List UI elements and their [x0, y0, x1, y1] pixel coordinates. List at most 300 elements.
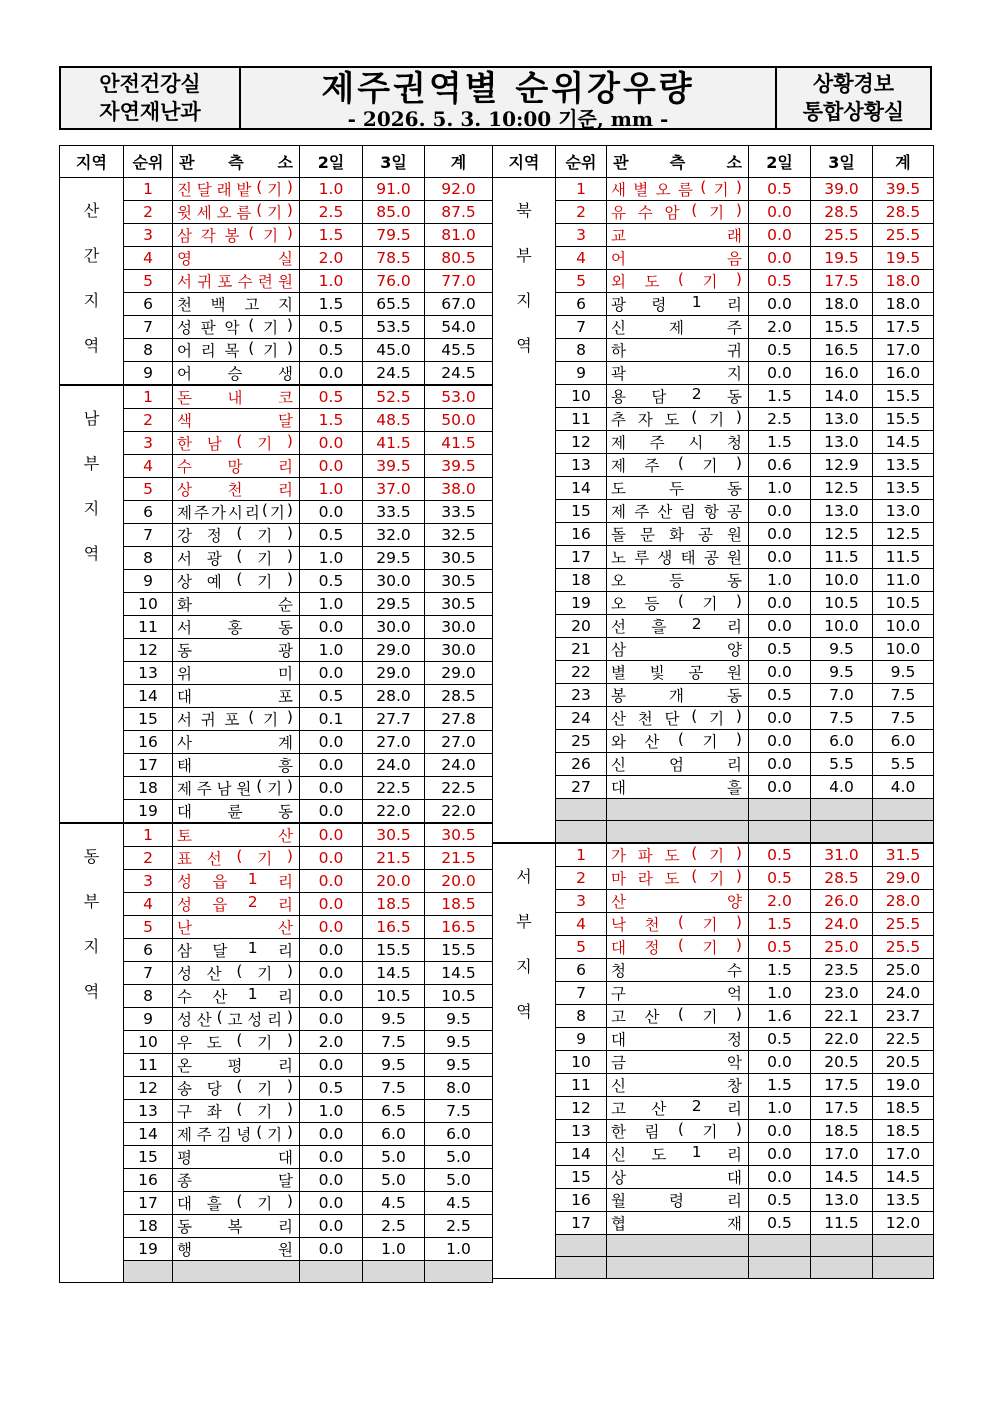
rank-cell: 26 [556, 753, 607, 776]
table-row [60, 708, 493, 731]
station-name-cell [607, 316, 749, 339]
station-name-text: 위 미 [177, 665, 293, 683]
station-name-text: 천 백 고 지 [177, 296, 293, 314]
rank-cell: 14 [124, 1123, 173, 1146]
col-day3: 3일 [811, 146, 873, 178]
day3-rainfall-cell: 26.0 [811, 889, 873, 912]
table-row [60, 547, 493, 570]
day2-rainfall-cell: 0.0 [300, 362, 363, 386]
station-name-cell [173, 731, 300, 754]
rank-cell: 7 [124, 524, 173, 547]
total-rainfall-cell: 21.5 [425, 847, 493, 870]
region-label-char: 역 [516, 336, 532, 355]
day2-rainfall-cell: 0.5 [749, 866, 811, 889]
rank-cell: 14 [556, 1142, 607, 1165]
station-name-cell [173, 501, 300, 524]
total-rainfall-cell: 9.5 [425, 1054, 493, 1077]
station-name-text: 우 도 ( 기 ) [177, 1031, 293, 1052]
total-rainfall-cell: 4.5 [425, 1192, 493, 1215]
rank-cell: 13 [124, 1100, 173, 1123]
total-rainfall-cell: 77.0 [425, 270, 493, 293]
day3-rainfall-cell: 27.7 [363, 708, 425, 731]
station-name-text: 강 정 ( 기 ) [177, 524, 293, 545]
station-name-cell [607, 569, 749, 592]
total-rainfall-cell: 7.5 [873, 707, 934, 730]
station-name-cell [173, 1238, 300, 1261]
table-row [493, 776, 934, 799]
day2-rainfall-cell: 1.0 [749, 569, 811, 592]
day2-rainfall-cell: 0.5 [300, 1077, 363, 1100]
station-name-cell [607, 339, 749, 362]
day2-rainfall-cell: 0.0 [300, 616, 363, 639]
rank-cell: 6 [556, 293, 607, 316]
table-row [60, 1123, 493, 1146]
day2-rainfall-cell: 2.0 [749, 889, 811, 912]
station-name-text: 한 림 ( 기 ) [611, 1119, 742, 1141]
station-name-text: 산 천 단 ( 기 ) [611, 707, 742, 728]
table-row [60, 1169, 493, 1192]
station-name-text: 낙 천 ( 기 ) [611, 912, 742, 934]
day2-rainfall-cell: 0.0 [749, 707, 811, 730]
rank-cell: 21 [556, 638, 607, 661]
total-rainfall-cell: 18.5 [873, 1119, 934, 1142]
total-rainfall-cell: 25.5 [873, 224, 934, 247]
total-rainfall-cell: 22.5 [873, 1027, 934, 1050]
total-rainfall-cell: 20.5 [873, 1050, 934, 1073]
col-region: 지역 [60, 146, 124, 178]
blank-cell [873, 1234, 934, 1256]
col-region: 지역 [493, 146, 556, 178]
total-rainfall-cell: 13.5 [873, 454, 934, 477]
table-row [493, 912, 934, 935]
day2-rainfall-cell: 1.0 [749, 981, 811, 1004]
total-rainfall-cell: 39.5 [425, 455, 493, 478]
day3-rainfall-cell: 45.0 [363, 339, 425, 362]
day2-rainfall-cell: 0.0 [749, 523, 811, 546]
blank-cell [363, 1261, 425, 1283]
table-row [60, 570, 493, 593]
table-row [493, 339, 934, 362]
total-rainfall-cell: 31.5 [873, 843, 934, 867]
blank-cell [173, 1261, 300, 1283]
day2-rainfall-cell: 1.5 [749, 431, 811, 454]
table-row [493, 615, 934, 638]
table-row [493, 958, 934, 981]
table-row [493, 1188, 934, 1211]
table-row [493, 500, 934, 523]
table-row [493, 201, 934, 224]
day2-rainfall-cell: 0.6 [749, 454, 811, 477]
rank-cell: 5 [556, 935, 607, 958]
rank-cell: 19 [556, 592, 607, 615]
station-name-text: 곽 지 [611, 365, 742, 383]
station-name-cell [607, 1073, 749, 1096]
rank-cell: 9 [124, 362, 173, 386]
day3-rainfall-cell: 16.0 [811, 362, 873, 385]
day2-rainfall-cell: 0.0 [300, 800, 363, 824]
day3-rainfall-cell: 24.5 [363, 362, 425, 386]
station-name-text: 돌 문 화 공 원 [611, 526, 742, 544]
station-name-cell [173, 662, 300, 685]
table-row [493, 730, 934, 753]
day2-rainfall-cell: 0.0 [749, 201, 811, 224]
table-row [493, 981, 934, 1004]
total-rainfall-cell: 16.5 [425, 916, 493, 939]
rank-cell: 2 [556, 866, 607, 889]
table-row [493, 707, 934, 730]
station-name-text: 성 산 ( 기 ) [177, 962, 293, 983]
day3-rainfall-cell: 29.0 [363, 639, 425, 662]
table-row [493, 1027, 934, 1050]
blank-cell [556, 799, 607, 821]
table-row [493, 293, 934, 316]
table-row [60, 777, 493, 800]
day2-rainfall-cell: 0.5 [749, 270, 811, 293]
day2-rainfall-cell: 0.5 [300, 316, 363, 339]
station-name-cell [173, 455, 300, 478]
station-name-text: 사 계 [177, 734, 293, 752]
station-name-text: 도 두 동 [611, 480, 742, 498]
station-name-text: 어 리 목 ( 기 ) [177, 339, 293, 360]
station-name-text: 제 주 ( 기 ) [611, 454, 742, 475]
blank-row [493, 799, 934, 821]
col-day2: 2일 [749, 146, 811, 178]
rank-cell: 8 [556, 1004, 607, 1027]
table-row [60, 754, 493, 777]
station-name-text: 구 억 [611, 984, 742, 1003]
day2-rainfall-cell: 0.5 [749, 638, 811, 661]
day2-rainfall-cell: 1.0 [300, 178, 363, 201]
day3-rainfall-cell: 20.0 [363, 870, 425, 893]
blank-cell [556, 821, 607, 843]
rank-cell: 16 [556, 1188, 607, 1211]
station-name-cell [173, 916, 300, 939]
page-subtitle: - 2026. 5. 3. 10:00 기준, mm - [347, 107, 669, 131]
total-rainfall-cell: 33.5 [425, 501, 493, 524]
station-name-cell [607, 477, 749, 500]
station-name-cell [607, 615, 749, 638]
station-name-cell [173, 547, 300, 570]
table-row [60, 847, 493, 870]
table-row [60, 985, 493, 1008]
day3-rainfall-cell: 13.0 [811, 431, 873, 454]
station-name-cell [607, 270, 749, 293]
day2-rainfall-cell: 0.0 [749, 1119, 811, 1142]
rank-cell: 20 [556, 615, 607, 638]
table-row [60, 1008, 493, 1031]
station-name-text: 대 정 [611, 1030, 742, 1049]
table-row [493, 247, 934, 270]
day2-rainfall-cell: 2.0 [300, 247, 363, 270]
station-name-text: 화 순 [177, 596, 293, 614]
rank-cell: 7 [124, 962, 173, 985]
col-rank: 순위 [556, 146, 607, 178]
issuer-line1: 안전건강실 [99, 72, 201, 96]
station-name-text: 고 산 ( 기 ) [611, 1004, 742, 1026]
station-name-text: 한 남 ( 기 ) [177, 432, 293, 453]
rank-cell: 3 [124, 432, 173, 455]
day3-rainfall-cell: 9.5 [363, 1054, 425, 1077]
table-row [493, 1142, 934, 1165]
day3-rainfall-cell: 9.5 [363, 1008, 425, 1031]
table-row [493, 843, 934, 867]
station-name-cell [173, 800, 300, 824]
station-name-cell [607, 385, 749, 408]
station-name-text: 어 승 생 [177, 365, 293, 383]
day2-rainfall-cell: 0.0 [300, 1192, 363, 1215]
col-day2: 2일 [300, 146, 363, 178]
total-rainfall-cell: 5.0 [425, 1146, 493, 1169]
station-name-text: 제 주 김 녕 ( 기 ) [177, 1123, 293, 1144]
day3-rainfall-cell: 7.5 [363, 1077, 425, 1100]
station-name-cell [607, 431, 749, 454]
blank-cell [811, 821, 873, 843]
rank-cell: 16 [124, 731, 173, 754]
station-name-cell [607, 1165, 749, 1188]
total-rainfall-cell: 25.0 [873, 958, 934, 981]
station-name-cell [607, 201, 749, 224]
total-rainfall-cell: 28.5 [873, 201, 934, 224]
day3-rainfall-cell: 25.5 [811, 224, 873, 247]
day2-rainfall-cell: 0.0 [300, 985, 363, 1008]
region-label-char: 역 [83, 544, 100, 563]
day3-rainfall-cell: 37.0 [363, 478, 425, 501]
station-name-text: 대 륜 동 [177, 803, 293, 821]
station-name-text: 수 망 리 [177, 458, 293, 476]
station-name-text: 행 원 [177, 1241, 293, 1259]
total-rainfall-cell: 50.0 [425, 409, 493, 432]
day2-rainfall-cell: 0.0 [300, 939, 363, 962]
blank-cell [873, 1257, 934, 1279]
station-name-cell [173, 1077, 300, 1100]
day3-rainfall-cell: 6.5 [363, 1100, 425, 1123]
total-rainfall-cell: 15.5 [873, 408, 934, 431]
region-label [60, 386, 123, 576]
station-name-cell [173, 1169, 300, 1192]
station-name-text: 협 재 [611, 1214, 742, 1233]
station-name-cell [173, 847, 300, 870]
day3-rainfall-cell: 10.5 [363, 985, 425, 1008]
table-row [60, 316, 493, 339]
table-row [60, 1146, 493, 1169]
table-row [60, 1192, 493, 1215]
station-name-cell [607, 776, 749, 799]
rank-cell: 12 [556, 1096, 607, 1119]
blank-cell [811, 1234, 873, 1256]
total-rainfall-cell: 29.0 [425, 662, 493, 685]
station-name-cell [607, 408, 749, 431]
total-rainfall-cell: 20.0 [425, 870, 493, 893]
day2-rainfall-cell: 0.0 [749, 224, 811, 247]
total-rainfall-cell: 13.5 [873, 1188, 934, 1211]
total-rainfall-cell: 24.5 [425, 362, 493, 386]
day3-rainfall-cell: 13.0 [811, 1188, 873, 1211]
station-name-cell [173, 616, 300, 639]
day2-rainfall-cell: 0.0 [300, 777, 363, 800]
day2-rainfall-cell: 1.5 [749, 958, 811, 981]
day2-rainfall-cell: 0.5 [300, 385, 363, 409]
day3-rainfall-cell: 65.5 [363, 293, 425, 316]
region-label-cell [60, 385, 124, 823]
day3-rainfall-cell: 28.0 [363, 685, 425, 708]
region-label-char: 지 [83, 499, 100, 518]
day2-rainfall-cell: 0.0 [300, 916, 363, 939]
total-rainfall-cell: 6.0 [425, 1123, 493, 1146]
station-name-cell [173, 962, 300, 985]
total-rainfall-cell: 5.0 [425, 1169, 493, 1192]
rank-cell: 7 [556, 316, 607, 339]
day2-rainfall-cell: 0.0 [300, 962, 363, 985]
rank-cell: 2 [124, 409, 173, 432]
total-rainfall-cell: 24.0 [873, 981, 934, 1004]
blank-row [493, 1257, 934, 1279]
table-row [493, 661, 934, 684]
rank-cell: 9 [556, 1027, 607, 1050]
day3-rainfall-cell: 21.5 [363, 847, 425, 870]
day3-rainfall-cell: 4.5 [363, 1192, 425, 1215]
total-rainfall-cell: 5.5 [873, 753, 934, 776]
station-name-cell [607, 889, 749, 912]
region-label-char: 남 [83, 409, 100, 428]
station-name-cell [607, 293, 749, 316]
col-total: 계 [873, 146, 934, 178]
station-name-cell [173, 870, 300, 893]
day3-rainfall-cell: 32.0 [363, 524, 425, 547]
station-name-text: 신 도 1 리 [611, 1142, 742, 1164]
right-rainfall-table [492, 145, 934, 1279]
rank-cell: 18 [124, 1215, 173, 1238]
day2-rainfall-cell: 0.0 [300, 455, 363, 478]
rank-cell: 7 [556, 981, 607, 1004]
table-row [493, 866, 934, 889]
rank-cell: 3 [556, 889, 607, 912]
rank-cell: 5 [556, 270, 607, 293]
blank-row [60, 1261, 493, 1283]
rank-cell: 3 [124, 870, 173, 893]
station-name-text: 노 루 생 태 공 원 [611, 549, 742, 567]
day2-rainfall-cell: 0.1 [300, 708, 363, 731]
table-row [493, 316, 934, 339]
station-name-cell [173, 777, 300, 800]
rank-cell: 6 [124, 939, 173, 962]
day3-rainfall-cell: 13.0 [811, 500, 873, 523]
region-label-char: 간 [83, 246, 100, 265]
day2-rainfall-cell: 0.5 [749, 1211, 811, 1234]
rank-cell: 9 [556, 362, 607, 385]
day2-rainfall-cell: 0.0 [300, 1054, 363, 1077]
blank-cell [607, 1257, 749, 1279]
station-name-text: 금 악 [611, 1053, 742, 1072]
total-rainfall-cell: 45.5 [425, 339, 493, 362]
station-name-cell [607, 866, 749, 889]
blank-cell [556, 1234, 607, 1256]
page-title: 제주권역별 순위강우량 [321, 69, 695, 109]
station-name-cell [173, 939, 300, 962]
table-row [60, 362, 493, 386]
total-rainfall-cell: 24.0 [425, 754, 493, 777]
day2-rainfall-cell: 1.0 [300, 547, 363, 570]
station-name-cell [607, 707, 749, 730]
total-rainfall-cell: 2.5 [425, 1215, 493, 1238]
day2-rainfall-cell: 0.0 [749, 615, 811, 638]
region-label-char: 지 [83, 291, 100, 310]
rank-cell: 5 [124, 478, 173, 501]
day3-rainfall-cell: 18.5 [363, 893, 425, 916]
day3-rainfall-cell: 16.5 [363, 916, 425, 939]
rank-cell: 15 [124, 708, 173, 731]
rank-cell: 23 [556, 684, 607, 707]
table-row [60, 409, 493, 432]
blank-cell [811, 799, 873, 821]
total-rainfall-cell: 7.5 [425, 1100, 493, 1123]
day3-rainfall-cell: 10.5 [811, 592, 873, 615]
total-rainfall-cell: 27.0 [425, 731, 493, 754]
station-name-cell [173, 823, 300, 847]
region-label-char: 산 [83, 201, 100, 220]
col-station-label: 관 측 소 [613, 153, 742, 172]
day3-rainfall-cell: 17.5 [811, 270, 873, 293]
blank-cell [425, 1261, 493, 1283]
rank-cell: 4 [556, 247, 607, 270]
station-name-cell [607, 362, 749, 385]
col-day3: 3일 [363, 146, 425, 178]
station-name-cell [607, 981, 749, 1004]
blank-cell [607, 821, 749, 843]
day2-rainfall-cell: 0.5 [749, 178, 811, 201]
total-rainfall-cell: 22.5 [425, 777, 493, 800]
station-name-cell [173, 1031, 300, 1054]
rank-cell: 2 [124, 847, 173, 870]
day3-rainfall-cell: 24.0 [811, 912, 873, 935]
total-rainfall-cell: 30.5 [425, 570, 493, 593]
total-rainfall-cell: 15.5 [873, 385, 934, 408]
table-row [493, 523, 934, 546]
rank-cell: 18 [556, 569, 607, 592]
rank-cell: 8 [124, 339, 173, 362]
total-rainfall-cell: 39.5 [873, 178, 934, 201]
rank-cell: 10 [556, 385, 607, 408]
station-name-cell [173, 893, 300, 916]
total-rainfall-cell: 15.5 [425, 939, 493, 962]
region-label-cell [60, 178, 124, 386]
total-rainfall-cell: 10.0 [873, 638, 934, 661]
day3-rainfall-cell: 22.0 [363, 800, 425, 824]
region-label-char: 부 [83, 454, 100, 473]
station-name-text: 윗 세 오 름 ( 기 ) [177, 201, 293, 222]
station-name-text: 상 예 ( 기 ) [177, 570, 293, 591]
blank-cell [749, 799, 811, 821]
station-name-text: 선 흘 2 리 [611, 615, 742, 636]
blank-cell [873, 821, 934, 843]
day2-rainfall-cell: 0.5 [300, 524, 363, 547]
total-rainfall-cell: 28.0 [873, 889, 934, 912]
day3-rainfall-cell: 14.5 [363, 962, 425, 985]
rank-cell: 19 [124, 1238, 173, 1261]
total-rainfall-cell: 1.0 [425, 1238, 493, 1261]
total-rainfall-cell: 18.0 [873, 270, 934, 293]
day2-rainfall-cell: 1.5 [749, 385, 811, 408]
day3-rainfall-cell: 91.0 [363, 178, 425, 201]
station-name-text: 평 대 [177, 1149, 293, 1167]
table-header-row [493, 146, 934, 178]
rank-cell: 3 [556, 224, 607, 247]
station-name-cell [173, 570, 300, 593]
blank-cell [749, 1234, 811, 1256]
rank-cell: 11 [124, 1054, 173, 1077]
day3-rainfall-cell: 7.5 [363, 1031, 425, 1054]
table-row [60, 524, 493, 547]
day3-rainfall-cell: 76.0 [363, 270, 425, 293]
